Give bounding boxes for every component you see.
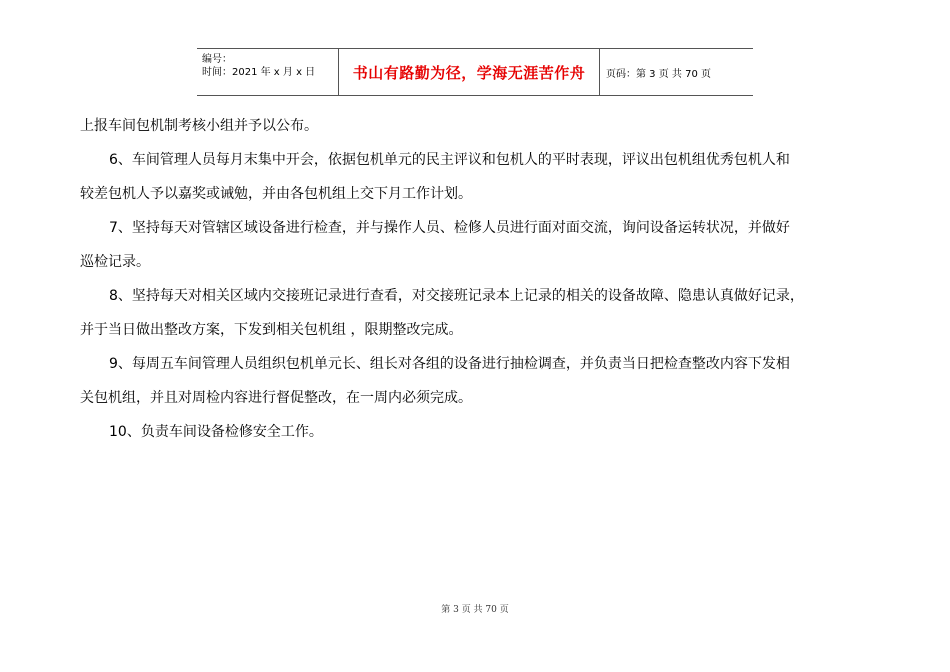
paragraph-line: 关包机组，并且对周检内容进行督促整改，在一周内必须完成。 xyxy=(80,390,472,406)
header-page-info: 页码：第 3 页 共 70 页 xyxy=(606,68,711,80)
document-body xyxy=(80,117,880,457)
paragraph-line: 9、每周五车间管理人员组织包机单元长、组长对各组的设备进行抽检调查，并负责当日把检查整改内容下发相 xyxy=(109,356,790,372)
header-page-cell xyxy=(600,49,753,95)
paragraph-line: 6、车间管理人员每月末集中开会，依据包机单元的民主评议和包机人的平时表现，评议出包机组优秀包机人和 xyxy=(109,152,790,168)
header-meta-cell xyxy=(197,49,339,95)
page-footer xyxy=(0,602,950,615)
paragraph-line: 较差包机人予以嘉奖或诫勉，并由各包机组上交下月工作计划。 xyxy=(80,186,472,202)
paragraph-item-7 xyxy=(80,219,880,271)
paragraph-line: 巡检记录。 xyxy=(80,254,150,270)
paragraph-item-9 xyxy=(80,355,880,407)
paragraph-item-10 xyxy=(80,423,880,441)
paragraph-line: 上报车间包机制考核小组并予以公布。 xyxy=(80,118,318,134)
document-header xyxy=(197,48,753,96)
paragraph-line: 8、坚持每天对相关区域内交接班记录进行查看，对交接班记录本上记录的相关的设备故障、隐患认真做好记录， xyxy=(109,288,804,304)
footer-page-number: 第 3 页 共 70 页 xyxy=(441,605,509,615)
document-number-label: 编号： xyxy=(202,54,232,65)
paragraph-line: 10、负责车间设备检修安全工作。 xyxy=(109,424,323,440)
header-motto-cell xyxy=(339,49,600,95)
paragraph-item-6 xyxy=(80,151,880,203)
paragraph-line: 7、坚持每天对管辖区域设备进行检查，并与操作人员、检修人员进行面对面交流，询问设备运转状况，并做好 xyxy=(109,220,790,236)
header-motto: 书山有路勤为径，学海无涯苦作舟 xyxy=(352,63,586,82)
paragraph-continuation xyxy=(80,117,880,135)
paragraph-item-8 xyxy=(80,287,880,339)
document-time-label: 时间：2021 年 x 月 x 日 xyxy=(202,67,316,78)
paragraph-line: 并于当日做出整改方案，下发到相关包机组 ，限期整改完成。 xyxy=(80,322,463,338)
